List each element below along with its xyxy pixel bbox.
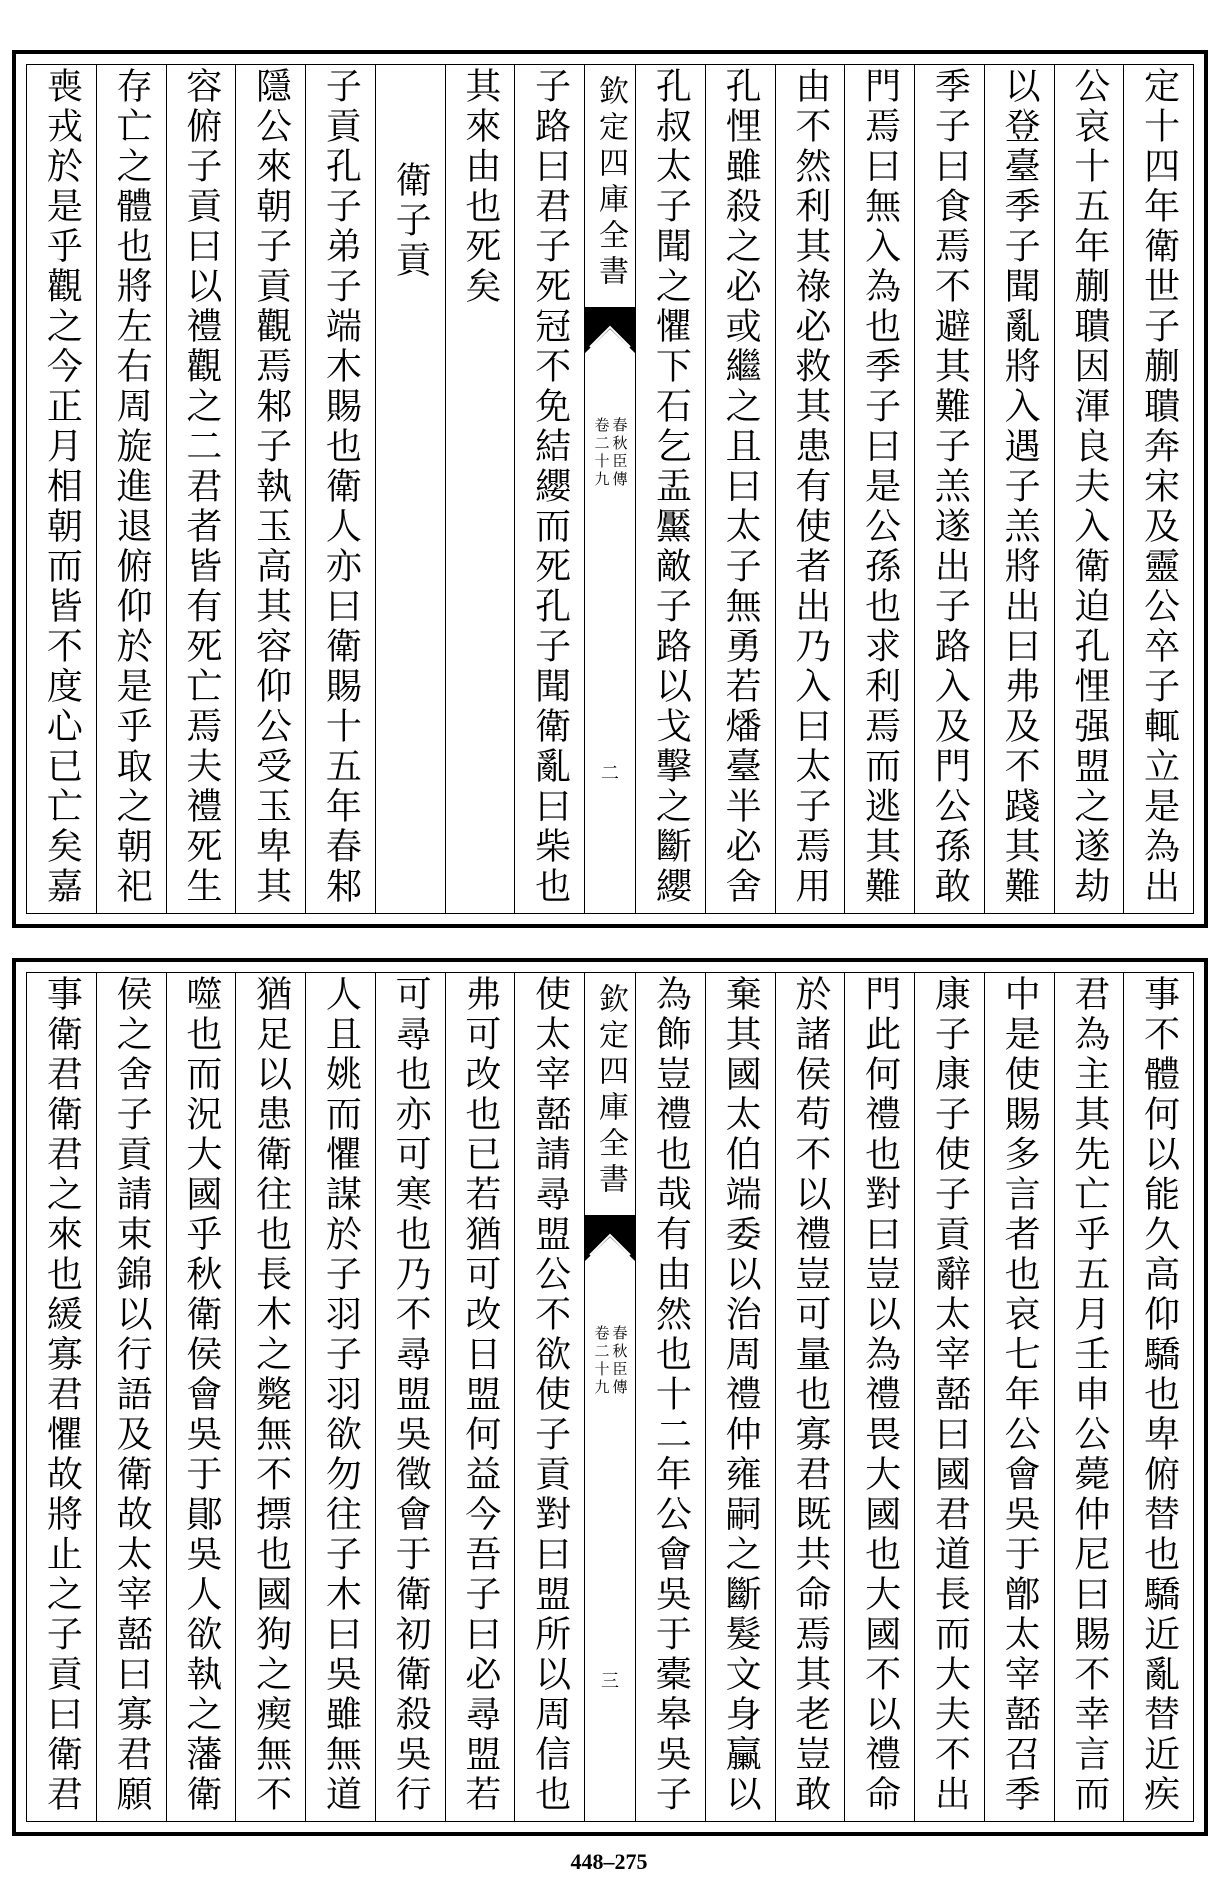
column-text: 隱公來朝子貢觀焉邾子執玉高其容仰公受玉卑其	[250, 67, 292, 907]
column-text: 使太宰嚭請尋盟公不欲使子貢對曰盟所以周信也	[529, 975, 571, 1815]
volume-number: 卷二十九	[592, 1325, 611, 1397]
text-column	[514, 65, 584, 913]
column-text: 季子曰食焉不避其難子羔遂出子路入及門公孫敢	[929, 67, 971, 907]
text-column	[27, 973, 96, 1821]
section-heading-column	[375, 65, 445, 913]
column-text: 棄其國太伯端委以治周禮仲雍嗣之斷髮文身臝以	[720, 975, 762, 1815]
section-heading: 衛子貢	[390, 161, 432, 281]
column-text: 人且姚而懼謀於子羽子羽欲勿往子木曰吳雖無道	[320, 975, 362, 1815]
column-text: 康子康子使子貢辭太宰嚭曰國君道長而大夫不出	[929, 975, 971, 1815]
fold-subtitle	[585, 1325, 635, 1397]
column-text: 事不體何以能久高仰驕也卑俯替也驕近亂替近疾	[1138, 975, 1180, 1815]
column-text: 存亡之體也將左右周旋進退俯仰於是乎取之朝祀	[111, 67, 153, 907]
text-column	[984, 65, 1054, 913]
text-column	[514, 973, 584, 1821]
text-column	[1054, 973, 1124, 1821]
column-text: 由不然利其祿必救其患有使者出乃入曰太子焉用	[789, 67, 831, 907]
text-column	[844, 973, 914, 1821]
text-column	[375, 973, 445, 1821]
text-column	[445, 65, 515, 913]
text-column	[775, 65, 845, 913]
leaf-number: 二	[601, 763, 619, 784]
text-column	[96, 973, 166, 1821]
text-column	[1123, 65, 1193, 913]
leaf-number: 三	[601, 1671, 619, 1692]
center-fold	[584, 973, 635, 1821]
column-text: 君為主其先亡乎五月壬申公薨仲尼曰賜不幸言而	[1068, 975, 1110, 1815]
text-column	[1123, 973, 1193, 1821]
column-text: 孔悝雖殺之必或繼之且曰太子無勇若燔臺半必舍	[720, 67, 762, 907]
fishtail-mark-icon	[585, 1215, 635, 1261]
book-title: 春秋臣傳	[610, 1325, 629, 1397]
volume-number: 卷二十九	[592, 417, 611, 489]
text-column	[914, 973, 984, 1821]
column-text: 可尋也亦可寒也乃不尋盟吳徵會于衛初衛殺吳行	[390, 975, 432, 1815]
fold-title	[585, 75, 635, 291]
text-column	[705, 65, 775, 913]
text-column	[844, 65, 914, 913]
column-text: 孔叔太子聞之懼下石乞盂黶敵子路以戈擊之斷纓	[650, 67, 692, 907]
collection-title: 欽定四庫全書	[593, 983, 628, 1199]
column-text: 為飾豈禮也哉有由然也十二年公會吳于橐皋吳子	[650, 975, 692, 1815]
scan-page-number: 448–275	[570, 1849, 648, 1874]
collection-title: 欽定四庫全書	[593, 75, 628, 291]
column-text: 子貢孔子弟子端木賜也衛人亦曰衛賜十五年春邾	[320, 67, 362, 907]
text-column	[984, 973, 1054, 1821]
column-text: 事衛君衛君之來也緩寡君懼故將止之子貢曰衛君	[41, 975, 83, 1815]
text-column	[166, 65, 236, 913]
center-fold	[584, 65, 635, 913]
column-text: 猶足以患衛往也長木之斃無不摽也國狗之瘈無不	[250, 975, 292, 1815]
text-column	[705, 973, 775, 1821]
column-text: 噬也而況大國乎秋衛侯會吳于鄖吳人欲執之藩衛	[180, 975, 222, 1815]
text-column	[635, 65, 705, 913]
text-column	[305, 65, 375, 913]
column-text: 門焉曰無入為也季子曰是公孫也求利焉而逃其難	[859, 67, 901, 907]
lower-text-frame	[26, 972, 1194, 1822]
text-column	[1054, 65, 1124, 913]
column-text: 以登臺季子聞亂將入遇子羔將出曰弗及不踐其難	[999, 67, 1041, 907]
text-column	[235, 973, 305, 1821]
column-text: 定十四年衛世子蒯聵奔宋及靈公卒子輒立是為出	[1138, 67, 1180, 907]
fishtail-mark-icon	[585, 307, 635, 353]
text-column	[914, 65, 984, 913]
text-column	[775, 973, 845, 1821]
text-column	[445, 973, 515, 1821]
column-text: 子路曰君子死冠不免結纓而死孔子聞衛亂曰柴也	[529, 67, 571, 907]
text-column	[166, 973, 236, 1821]
fold-title	[585, 983, 635, 1199]
column-text: 公哀十五年蒯聵因渾良夫入衛迫孔悝强盟之遂劫	[1068, 67, 1110, 907]
text-column	[235, 65, 305, 913]
column-text: 容俯子貢曰以禮觀之二君者皆有死亡焉夫禮死生	[180, 67, 222, 907]
text-column	[635, 973, 705, 1821]
text-column	[96, 65, 166, 913]
fold-subtitle	[585, 417, 635, 489]
lower-page-panel	[12, 958, 1208, 1836]
text-column	[27, 65, 96, 913]
column-text: 弗可改也已若猶可改日盟何益今吾子曰必尋盟若	[459, 975, 501, 1815]
column-text: 門此何禮也對曰豈以為禮畏大國也大國不以禮命	[859, 975, 901, 1815]
book-title: 春秋臣傳	[610, 417, 629, 489]
column-text: 喪戎於是乎觀之今正月相朝而皆不度心已亡矣嘉	[41, 67, 83, 907]
column-text: 侯之舍子貢請束錦以行語及衛故太宰嚭曰寡君願	[111, 975, 153, 1815]
text-column	[305, 973, 375, 1821]
column-text: 於諸侯苟不以禮豈可量也寡君既共命焉其老豈敢	[789, 975, 831, 1815]
column-text: 中是使賜多言者也哀七年公會吳于鄫太宰嚭召季	[999, 975, 1041, 1815]
column-text: 其來由也死矣	[459, 67, 501, 307]
upper-text-frame	[26, 64, 1194, 914]
upper-page-panel	[12, 50, 1208, 928]
